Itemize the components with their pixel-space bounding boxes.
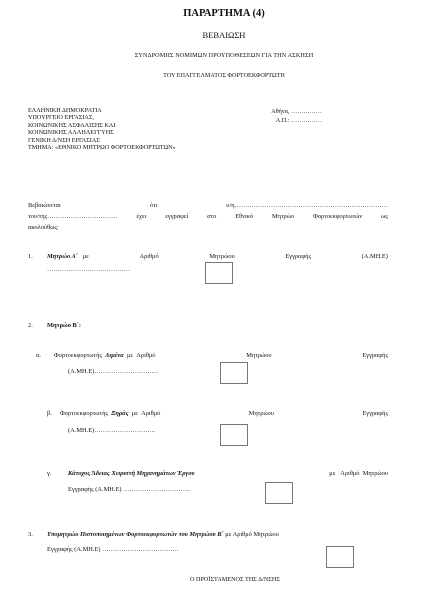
port-loader-checkbox[interactable] bbox=[220, 362, 248, 384]
org-line: ΥΠΟΥΡΓΕΙΟ ΕΡΓΑΣΙΑΣ, bbox=[28, 114, 95, 122]
org-line: ΤΜΗΜΑ: «ΕΘΝΙΚΟ ΜΗΤΡΩΟ ΦΟΡΤΟΕΚΦΟΡΤΩΤΩΝ» bbox=[28, 144, 176, 152]
date-block bbox=[262, 107, 322, 125]
item-2c-line bbox=[68, 470, 388, 477]
para-word: ως bbox=[381, 213, 388, 220]
port-loader-number-field: (Α.ΜΗ.Ε)………………………… bbox=[68, 368, 159, 375]
item-number: 3. bbox=[28, 531, 33, 538]
para-word: ακολούθως: bbox=[28, 224, 59, 231]
item-word: Εγγραφής bbox=[362, 410, 388, 417]
para-word: ότι bbox=[149, 202, 158, 209]
land-loader-checkbox[interactable] bbox=[220, 424, 248, 446]
item-word: Φορτοεκφορτωτής bbox=[60, 410, 108, 417]
item-3-line bbox=[47, 531, 279, 538]
port-loader-label: Λιμένα bbox=[105, 352, 124, 359]
land-loader-label: Ξηράς bbox=[111, 410, 129, 417]
item-word: Μητρώου bbox=[362, 470, 388, 477]
machinery-operator-label: Κάτοχος Άδειας Χειριστή Μηχανημάτων Έργου bbox=[68, 470, 195, 477]
item-word: με bbox=[131, 410, 138, 417]
org-line: ΚΟΙΝΩΝΙΚΗΣ ΑΛΛΗΛΕΓΓΥΗΣ bbox=[28, 129, 114, 137]
item-number: 1. bbox=[28, 253, 33, 260]
register-a-label: Μητρώο Α΄ bbox=[47, 253, 78, 260]
para-word: Εθνικό bbox=[235, 213, 254, 220]
certified-loaders-number-field: Εγγραφής (Α.ΜΗ.Ε) ……………………………… bbox=[47, 546, 179, 553]
register-b-label: Μητρώο Β΄: bbox=[47, 322, 82, 329]
heading-line-2: ΤΟΥ ΕΠΑΓΓΕΛΜΑΤΟΣ ΦΟΡΤΟΕΚΦΟΡΤΩΤΗ bbox=[163, 72, 285, 79]
holder-name-field: ο/η……………………………………………………………… bbox=[226, 202, 388, 209]
protocol-number-field: Α.Π.: …………… bbox=[275, 117, 322, 124]
item-number: 2. bbox=[28, 322, 33, 329]
item-word: Μητρώου bbox=[246, 352, 272, 359]
para-word: Φορτοεκφορτωτών bbox=[313, 213, 363, 220]
certified-loaders-label: Υπομητρώο Πιστοποιημένων Φορτοεκφορτωτών του Μητρώου Β΄ bbox=[47, 531, 224, 538]
document-title: ΠΑΡΑΡΤΗΜΑ (4) bbox=[183, 8, 265, 19]
item-1-line bbox=[47, 253, 388, 260]
item-letter: β. bbox=[47, 410, 52, 417]
parent-name-field: του/της…………………………… bbox=[28, 213, 118, 220]
item-word: Φορτοεκφορτωτής bbox=[54, 352, 102, 359]
certification-paragraph bbox=[28, 200, 388, 233]
org-line: ΚΟΙΝΩΝΙΚΗΣ ΑΣΦΑΛΙΣΗΣ ΚΑΙ bbox=[28, 121, 116, 129]
item-word: με bbox=[82, 253, 89, 260]
para-word: στο bbox=[207, 213, 217, 220]
signature-title: Ο ΠΡΟΪΣΤΑΜΕΝΟΣ ΤΗΣ Δ/ΝΣΗΣ bbox=[190, 576, 280, 583]
item-letter: α. bbox=[36, 352, 41, 359]
item-word: Αριθμό bbox=[139, 253, 159, 260]
para-word: Μητρώο bbox=[271, 213, 295, 220]
item-word: με bbox=[329, 470, 336, 477]
item-word: με bbox=[126, 352, 134, 359]
para-word: εγγραφεί bbox=[165, 213, 189, 220]
land-loader-number-field: (Α.ΜΗ.Ε)……………………….. bbox=[68, 427, 155, 434]
item-2b-line bbox=[60, 410, 388, 417]
document-subtitle: ΒΕΒΑΙΩΣΗ bbox=[202, 30, 246, 40]
item-word: (Α.ΜΗ.Ε) bbox=[361, 253, 388, 260]
item-letter: γ. bbox=[47, 470, 52, 477]
register-a-checkbox[interactable] bbox=[205, 262, 233, 284]
para-word: έχει bbox=[136, 213, 147, 220]
item-word: Αριθμό bbox=[141, 410, 161, 417]
item-word: Εγγραφής bbox=[285, 253, 312, 260]
org-line: ΕΛΛΗΝΙΚΗ ΔΗΜΟΚΡΑΤΙΑ bbox=[28, 107, 102, 114]
item-word: Εγγραφής bbox=[362, 352, 388, 359]
item-word: Μητρώου bbox=[248, 410, 275, 417]
certified-loaders-checkbox[interactable] bbox=[326, 546, 354, 568]
date-field: Αθήνα, …………… bbox=[271, 108, 322, 115]
org-line: ΓΕΝΙΚΗ Δ/ΝΣΗ ΕΡΓΑΣΙΑΣ bbox=[28, 136, 100, 144]
issuing-authority bbox=[28, 107, 248, 151]
register-a-number-field: ………………………………… bbox=[47, 266, 131, 273]
item-word: Αριθμό bbox=[136, 352, 156, 359]
machinery-operator-number-field: Εγγραφής (Α.ΜΗ.Ε) ………………………….. bbox=[68, 486, 191, 493]
item-word: με Αριθμό Μητρώου bbox=[225, 531, 279, 538]
para-word: Βεβαιώνεται bbox=[28, 202, 61, 209]
item-2a-line bbox=[54, 352, 388, 359]
heading-line-1: ΣΥΝΔΡΟΜΗΣ ΝΟΜΙΜΩΝ ΠΡΟΥΠΟΘΕΣΕΩΝ ΓΙΑ ΤΗΝ ΑΣΚΗΣΗ bbox=[134, 52, 314, 59]
machinery-operator-checkbox[interactable] bbox=[265, 482, 293, 504]
item-word: Αριθμό bbox=[340, 470, 360, 477]
item-word: Μητρώου bbox=[209, 253, 235, 260]
